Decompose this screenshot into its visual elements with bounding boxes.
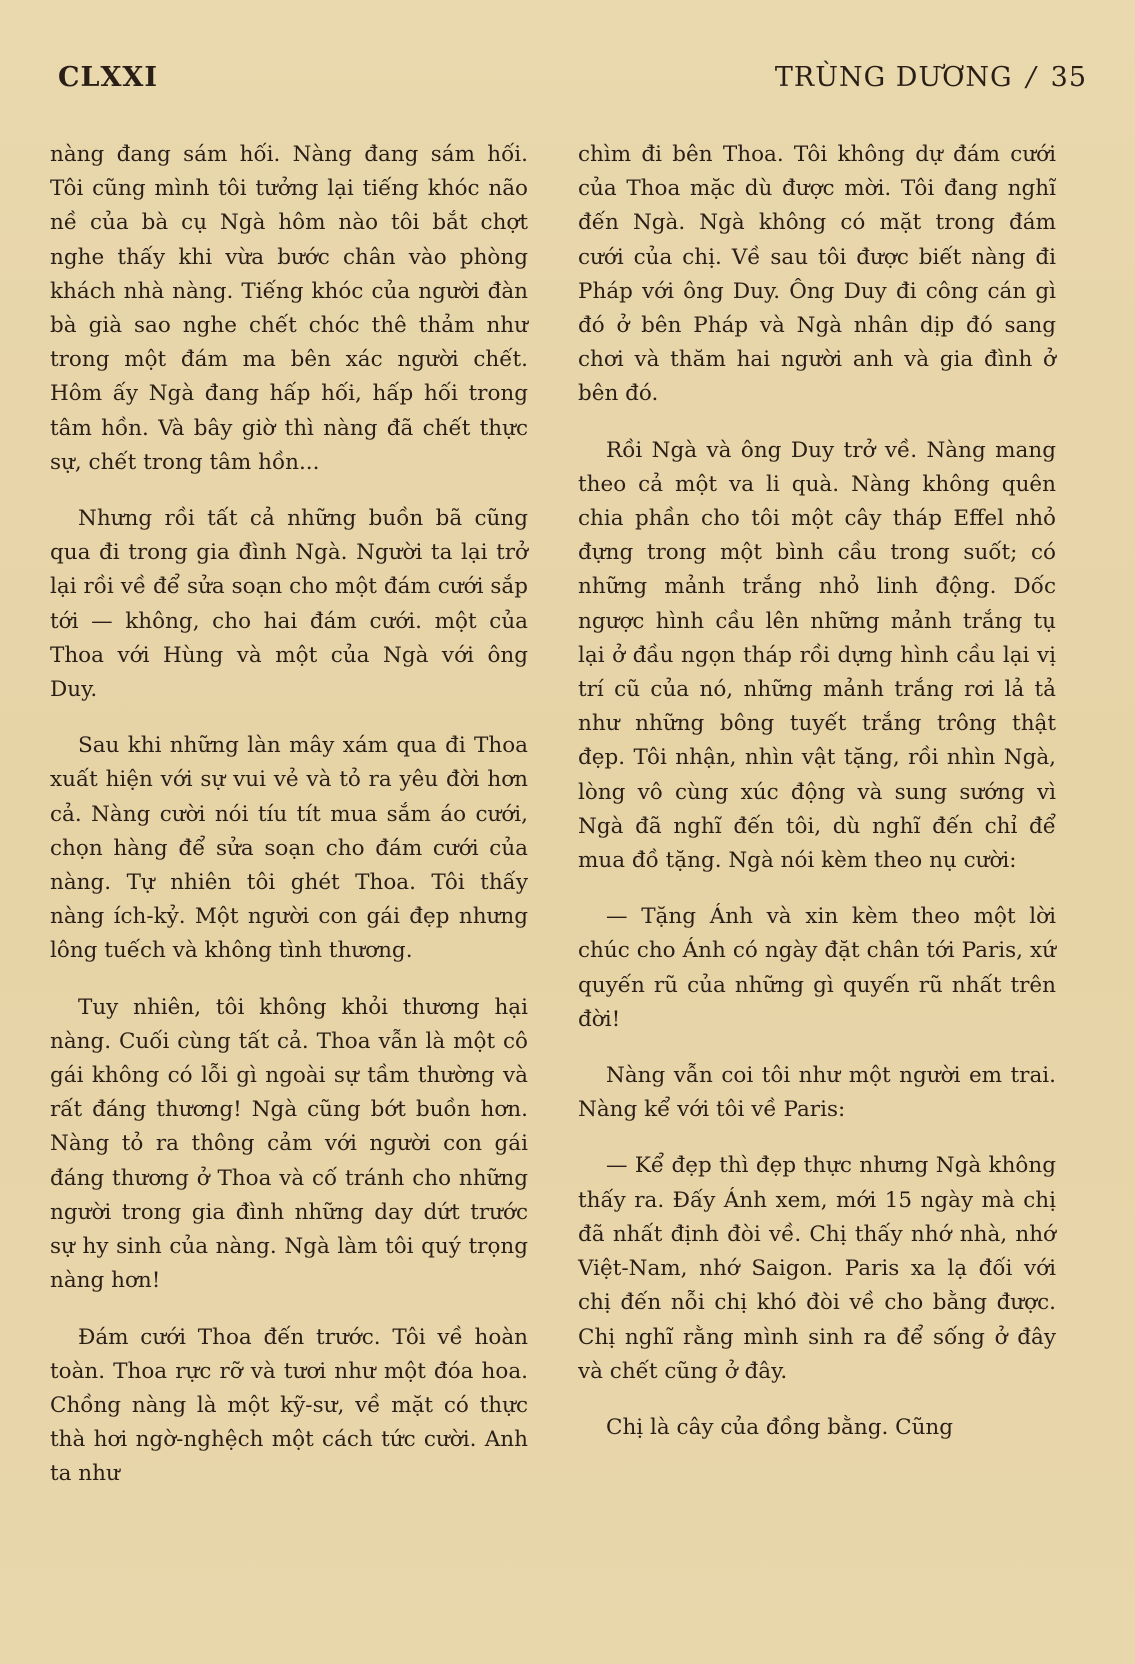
page-number: 35	[1050, 62, 1087, 93]
left-column	[50, 138, 528, 1514]
right-column	[578, 138, 1056, 1467]
paragraph: Chị là cây của đồng bằng. Cũng	[606, 1414, 954, 1440]
header-right	[775, 62, 1087, 93]
paragraph: — Tặng Ánh và xin kèm theo một lời chúc cho Ánh có ngày đặt chân tới Paris, xứ quyến rũ của những gì quyến rũ nhất trên đời!	[578, 904, 1056, 1032]
paragraph: chìm đi bên Thoa. Tôi không dự đám cưới của Thoa mặc dù được mời. Tôi đang nghĩ đến Ngà. Ngà không có mặt trong đám cưới của chị. Về sau tôi được biết nàng đi Pháp với ông Duy. Ông Duy đi công cán gì đó ở bên Pháp và Ngà nhân dịp đó sang chơi và thăm hai người anh và gia đình ở bên đó.	[578, 142, 1056, 407]
page-header	[58, 62, 1087, 102]
header-separator: /	[1026, 62, 1037, 93]
paragraph: Nàng vẫn coi tôi như một người em trai. Nàng kể với tôi về Paris:	[578, 1063, 1056, 1123]
running-title: TRÙNG DƯƠNG	[774, 62, 1013, 93]
paragraph: nàng đang sám hối. Nàng đang sám hối. Tôi cũng mình tôi tưởng lại tiếng khóc não nề của bà cụ Ngà hôm nào tôi bắt chợt nghe thấy khi vừa bước chân vào phòng khách nhà nàng. Tiếng khóc của người đàn bà già sao nghe chết chóc thê thảm như trong một đám ma bên xác người chết. Hôm ấy Ngà đang hấp hối, hấp hối trong tâm hồn. Và bây giờ thì nàng đã chết thực sự, chết trong tâm hồn...	[50, 142, 528, 475]
paragraph: Rồi Ngà và ông Duy trở về. Nàng mang theo cả một va li quà. Nàng không quên chia phần cho tôi một cây tháp Effel nhỏ đựng trong một bình cầu trong suốt; có những mảnh trắng nhỏ linh động. Dốc ngược hình cầu lên những mảnh trắng tụ lại ở đầu ngọn tháp rồi dựng hình cầu lại vị trí cũ của nó, những mảnh trắng rơi lả tả như những bông tuyết trắng trông thật đẹp. Tôi nhận, nhìn vật tặng, rồi nhìn Ngà, lòng vô cùng xúc động và sung sướng vì Ngà đã nghĩ đến tôi, dù nghĩ đến chỉ để mua đồ tặng. Ngà nói kèm theo nụ cười:	[578, 437, 1056, 874]
issue-number: CLXXI	[58, 62, 159, 93]
paragraph: — Kể đẹp thì đẹp thực nhưng Ngà không thấy ra. Đấy Ánh xem, mới 15 ngày mà chị đã nhất định đòi về. Chị thấy nhớ nhà, nhớ Việt-Nam, nhớ Saigon. Paris xa lạ đối với chị đến nỗi chị khó đòi về cho bằng được. Chị nghĩ rằng mình sinh ra để sống ở đây và chết cũng ở đây.	[578, 1153, 1056, 1384]
paragraph: Đám cưới Thoa đến trước. Tôi về hoàn toàn. Thoa rực rỡ và tươi như một đóa hoa. Chồng nàng là một kỹ-sư, về mặt có thực thà hơi ngờ-nghệch một cách tức cười. Anh ta như	[50, 1324, 528, 1487]
paragraph: Tuy nhiên, tôi không khỏi thương hại nàng. Cuối cùng tất cả. Thoa vẫn là một cô gái không có lỗi gì ngoài sự tầm thường và rất đáng thương! Ngà cũng bớt buồn hơn. Nàng tỏ ra thông cảm với người con gái đáng thương ở Thoa và cố tránh cho những người trong gia đình những day dứt trước sự hy sinh của nàng. Ngà làm tôi quý trọng nàng hơn!	[50, 994, 528, 1294]
paragraph: Nhưng rồi tất cả những buồn bã cũng qua đi trong gia đình Ngà. Người ta lại trở lại rồi về để sửa soạn cho một đám cưới sắp tới — không, cho hai đám cưới. một của Thoa với Hùng và một của Ngà với ông Duy.	[50, 506, 528, 703]
paragraph: Sau khi những làn mây xám qua đi Thoa xuất hiện với sự vui vẻ và tỏ ra yêu đời hơn cả. Nàng cười nói tíu tít mua sắm áo cưới, chọn hàng để sửa soạn cho đám cưới của nàng. Tự nhiên tôi ghét Thoa. Tôi thấy nàng ích-kỷ. Một người con gái đẹp nhưng lông tuếch và không tình thương.	[50, 733, 528, 964]
